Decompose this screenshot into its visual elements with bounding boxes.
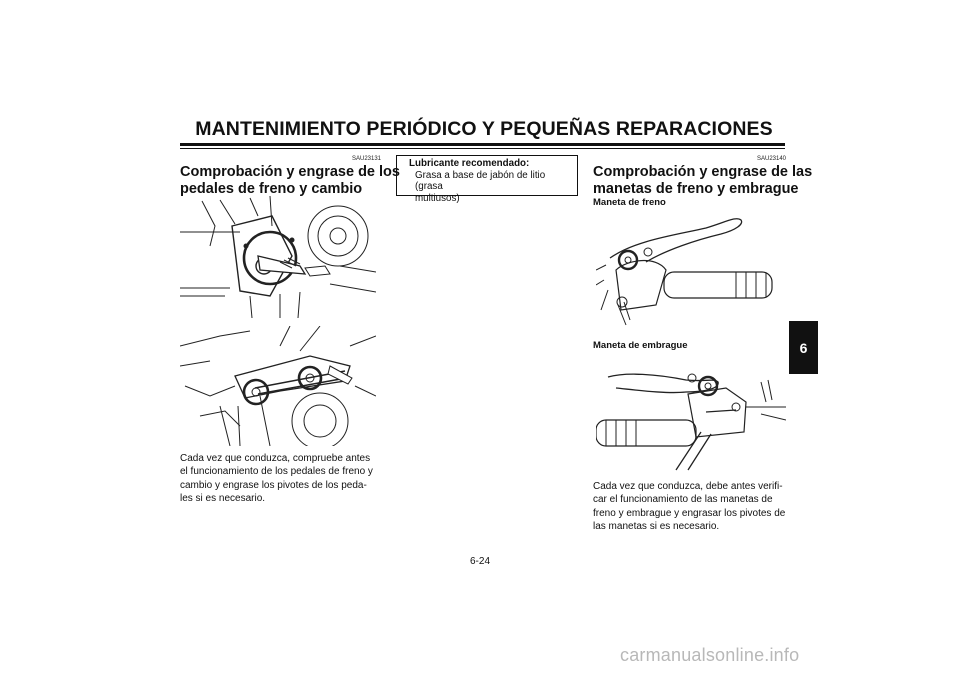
body-line: car el funcionamiento de las manetas de bbox=[593, 494, 773, 506]
lubricant-box-title: Lubricante recomendado: bbox=[409, 158, 530, 169]
section-title-pedals bbox=[180, 164, 400, 198]
body-line: les si es necesario. bbox=[180, 493, 266, 505]
section-title-line: Comprobación y engrase de los bbox=[180, 164, 400, 180]
clutch-lever-illustration-icon bbox=[596, 352, 786, 472]
section-title-line: manetas de freno y embrague bbox=[593, 181, 799, 197]
page-title: MANTENIMIENTO PERIÓDICO Y PEQUEÑAS REPARACIONES bbox=[195, 118, 773, 140]
section-title-levers bbox=[593, 164, 812, 198]
body-line: las manetas si es necesario. bbox=[593, 521, 720, 533]
section-code: SAU23131 bbox=[352, 156, 382, 162]
body-line: el funcionamiento de los pedales de freno y bbox=[180, 466, 373, 478]
body-line: freno y embrague y engrasar los pivotes de bbox=[593, 507, 786, 519]
section-title-line: Comprobación y engrase de las bbox=[593, 164, 813, 180]
body-line: cambio y engrase los pivotes de los peda- bbox=[180, 479, 367, 491]
body-line: Cada vez que conduzca, debe antes verifi- bbox=[593, 481, 783, 492]
chapter-tab: 6 bbox=[789, 321, 818, 374]
pedals-body-text bbox=[180, 452, 376, 506]
brake-pedal-illustration-icon bbox=[180, 196, 376, 318]
page-number: 6-24 bbox=[469, 556, 490, 567]
watermark-text: carmanualsonline.info bbox=[620, 645, 800, 665]
lubricant-box-text: multiusos) bbox=[415, 192, 460, 204]
brake-lever-illustration-icon bbox=[596, 210, 786, 332]
body-line: Cada vez que conduzca, compruebe antes bbox=[180, 453, 371, 464]
section-title-line: pedales de freno y cambio bbox=[180, 181, 363, 197]
levers-body-text bbox=[593, 480, 786, 534]
lubricant-box-text: Grasa a base de jabón de litio (grasa bbox=[415, 169, 546, 193]
brake-lever-label: Maneta de freno bbox=[593, 197, 666, 208]
section-code: SAU23140 bbox=[757, 156, 787, 162]
header-rule-thin bbox=[180, 148, 785, 149]
shift-pedal-illustration-icon bbox=[180, 326, 376, 446]
header-rule bbox=[180, 143, 785, 146]
lubricant-box bbox=[396, 155, 578, 204]
clutch-lever-label: Maneta de embrague bbox=[593, 340, 688, 351]
